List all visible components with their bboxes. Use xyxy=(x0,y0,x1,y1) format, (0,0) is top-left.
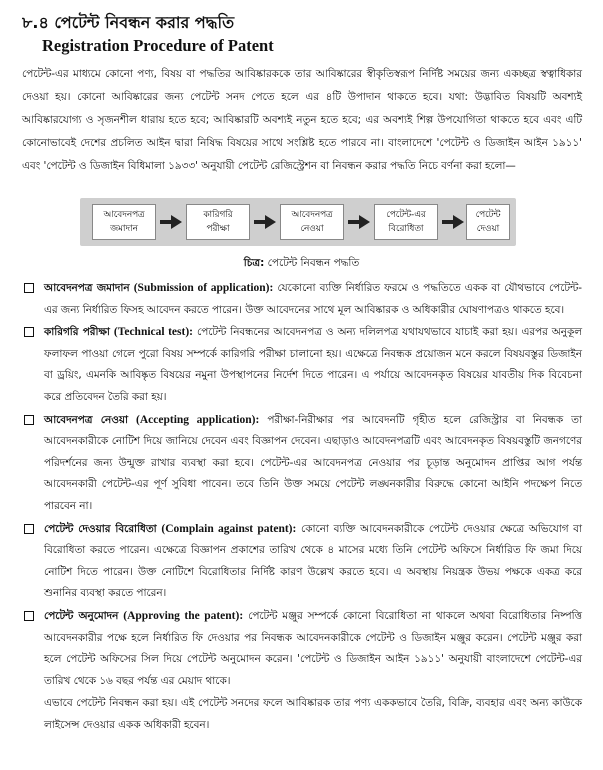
list-item xyxy=(22,410,582,518)
list-item xyxy=(22,519,582,605)
section-heading: ৮.৪ পেটেন্ট নিবন্ধন করার পদ্ধতি xyxy=(22,13,235,32)
flow-step-line: পরীক্ষা xyxy=(206,224,230,234)
figure-caption-text: পেটেন্ট নিবন্ধন পদ্ধতি xyxy=(267,257,360,269)
list-item xyxy=(22,606,582,692)
checkbox-bullet-icon xyxy=(24,283,34,293)
closing-paragraph: এভাবে পেটেন্ট নিবন্ধন করা হয়। এই পেটেন্ট সনদের ফলে আবিষ্কারক তার পণ্য এককভাবে তৈরি, বিক্রি, ব্যবহার এবং অন্য কাউকে লাইসেন্স দেওয়ার একক অধিকারী হবেন। xyxy=(44,697,582,731)
figure-caption xyxy=(0,256,603,273)
arrow-right-icon xyxy=(254,215,276,229)
item-body: যেকোনো ব্যক্তি নির্ধারিত ফরমে ও পদ্ধতিতে একক বা যৌথভাবে পেটেন্ট-এর জন্য নির্ধারিত ফিসহ আবেদন করতে পারেন। উক্ত আবেদনের সাথে মূল আবিষ্কারক ও অধিকারীর ঘোষণাপত্রও থাকতে হবে। xyxy=(44,282,582,316)
procedure-steps-list xyxy=(22,278,582,736)
flow-step-opposition xyxy=(374,204,438,240)
item-title-english: (Submission of application): xyxy=(133,282,274,294)
item-body: পেটেন্ট মঞ্জুর সম্পর্কে কোনো বিরোধিতা না থাকলে অথবা বিরোধিতার নিষ্পত্তি আবেদনকারীর পক্ষে হলে নির্ধারিত ফি দেওয়ার পর নিবন্ধক আবেদনকারীকে পেটেন্ট ও ডিজাইন মঞ্জুর করেন। পেটেন্ট মঞ্জুর করা হলে পেটেন্ট অফিসের সিল দিয়ে পেটেন্ট অনুমোদন করেন। 'পেটেন্ট ও ডিজাইন আইন ১৯১১' অনুযায়ী বাংলাদেশে পেটেন্ট-এর তারিখ থেকে ১৬ বছর পর্যন্ত এর মেয়াদ থাকে। xyxy=(44,609,582,687)
flow-step-line: আবেদনপত্র xyxy=(291,210,333,220)
intro-paragraph: পেটেন্ট-এর মাধ্যমে কোনো পণ্য, বিষয় বা পদ্ধতির আবিষ্কারককে তার আবিষ্কারের স্বীকৃতিস্বরূপ নির্দিষ্ট সময়ের জন্য একচ্ছত্র স্বত্বাধিকার দেওয়া হয়। কোনো আবিষ্কারের জন্য পেটেন্ট সনদ পেতে হলে এর ৪টি উপাদান থাকতে হবে। যথা: উদ্ভাবিত বিষয়টি অবশ্যই আবিষ্কারযোগ্য ও সৃজনশীল ধারায় হতে হবে; আবিষ্কারটি অবশ্যই নতুন হতে হবে; এর অবশ্যই শিল্প উপযোগিতা থাকতে হবে এবং এটি কোনোভাবেই দেশের প্রচলিত আইন দ্বারা নিষিদ্ধ বিষয়ের সাথে সংশ্লিষ্ট হতে পারবে না। বাংলাদেশে 'পেটেন্ট ও ডিজাইন আইন ১৯১১' এবং 'পেটেন্ট ও ডিজাইন বিধিমালা ১৯৩৩' অনুযায়ী পেটেন্ট রেজিস্ট্রেশন বা নিবন্ধন করার পদ্ধতি নিচে বর্ণনা করা হলো— xyxy=(22,68,582,172)
flow-step-line: পেটেন্ট-এর xyxy=(386,210,426,220)
flow-step-technical-test xyxy=(186,204,250,240)
flow-step-submission xyxy=(92,204,156,240)
arrow-right-icon xyxy=(348,215,370,229)
item-title-english: (Approving the patent): xyxy=(123,609,244,622)
flow-step-granting xyxy=(466,204,510,240)
flow-step-line: নেওয়া xyxy=(300,224,324,234)
checkbox-bullet-icon xyxy=(24,327,34,337)
arrow-right-icon xyxy=(442,215,464,229)
item-body: পরীক্ষা-নিরীক্ষার পর আবেদনটি গৃহীত হলে রেজিস্ট্রার বা নিবন্ধক তা আবেদনকারীকে নোটিশ দিয়ে জানিয়ে দেবেন এবং বিজ্ঞাপন দেবেন। এছাড়াও আবেদনপত্রটি এবং আবেদনকৃত বিষয়বস্তুটি জনগণের পরিদর্শনের জন্য উন্মুক্ত রাখার ব্যবস্থা করা হবে। পেটেন্ট-এর আবেদনপত্র নেওয়ার পর চূড়ান্ত অনুমোদন প্রাপ্তির আগ পর্যন্ত আবেদনকারী পেটেন্ট-এর পূর্ণ সুবিধা পাবেন। তবে তিনি উক্ত সময়ে পেটেন্ট লঙ্ঘনকারীর বিরুদ্ধে কোনো আইনি পদক্ষেপ নিতে পারবেন না। xyxy=(44,413,582,512)
flow-step-line: জমাদান xyxy=(110,224,138,234)
procedure-flow-diagram xyxy=(80,198,516,246)
checkbox-bullet-icon xyxy=(24,524,34,534)
item-title-english: (Technical test): xyxy=(113,326,194,339)
list-item xyxy=(22,278,582,321)
checkbox-bullet-icon xyxy=(24,415,34,425)
checkbox-bullet-icon xyxy=(24,611,34,621)
item-title: পেটেন্ট দেওয়ার বিরোধিতা xyxy=(44,522,157,535)
item-title: পেটেন্ট অনুমোদন xyxy=(44,609,119,622)
item-title: আবেদনপত্র নেওয়া xyxy=(44,413,128,426)
item-title-english: (Accepting application): xyxy=(136,413,260,426)
item-title: আবেদনপত্র জমাদান xyxy=(44,282,130,294)
arrow-right-icon xyxy=(160,215,182,229)
item-body: পেটেন্ট নিবন্ধনের আবেদনপত্র ও অন্য দলিলপত্র যথাযথভাবে যাচাই করা হয়। এরপর অনুকূল ফলাফল পাওয়া গেলে পুরো বিষয় সম্পর্কে কারিগরি পরীক্ষা চালানো হয়। এক্ষেত্রে নিবন্ধক প্রয়োজন মনে করলে বিষয়বস্তুর ডিজাইন বা ড্রয়িং, এমনকি আবিষ্কৃত বিষয়ের নমুনা উপস্থাপনের নির্দেশ দিতে পারেন। এ পর্যায়ে আবেদনকৃত বিষয়ের যাবতীয় দিক বিবেচনা করে প্রতিবেদন তৈরি করা হয়। xyxy=(44,326,583,403)
list-item xyxy=(22,322,582,408)
flow-step-line: দেওয়া xyxy=(476,224,500,234)
section-subheading-english: Registration Procedure of Patent xyxy=(42,36,274,55)
item-body: কোনো ব্যক্তি আবেদনকারীকে পেটেন্ট দেওয়ার ক্ষেত্রে অভিযোগ বা বিরোধিতা করতে পারেন। এক্ষেত্রে বিজ্ঞাপন প্রকাশের তারিখ থেকে ৪ মাসের মধ্যে তিনি পেটেন্ট অফিসে নির্ধারিত ফি জমা দিয়ে নোটিশ দিতে পারেন। উক্ত নোটিশে বিরোধিতার নির্দিষ্ট কারণ উল্লেখ করতে হবে। এ অবস্থায় নিয়ন্ত্রক উভয় পক্ষকে একত্র করে শুনানির ব্যবস্থা করতে পারেন। xyxy=(44,522,582,600)
flow-step-line: কারিগরি xyxy=(203,210,233,220)
flow-step-accepting xyxy=(280,204,344,240)
flow-step-line: বিরোধিতা xyxy=(388,224,424,234)
item-title: কারিগরি পরীক্ষা xyxy=(44,326,110,339)
item-title-english: (Complain against patent): xyxy=(161,522,297,535)
figure-caption-label: চিত্র: xyxy=(243,257,265,269)
flow-step-line: আবেদনপত্র xyxy=(103,210,145,220)
flow-step-line: পেটেন্ট xyxy=(475,210,501,220)
